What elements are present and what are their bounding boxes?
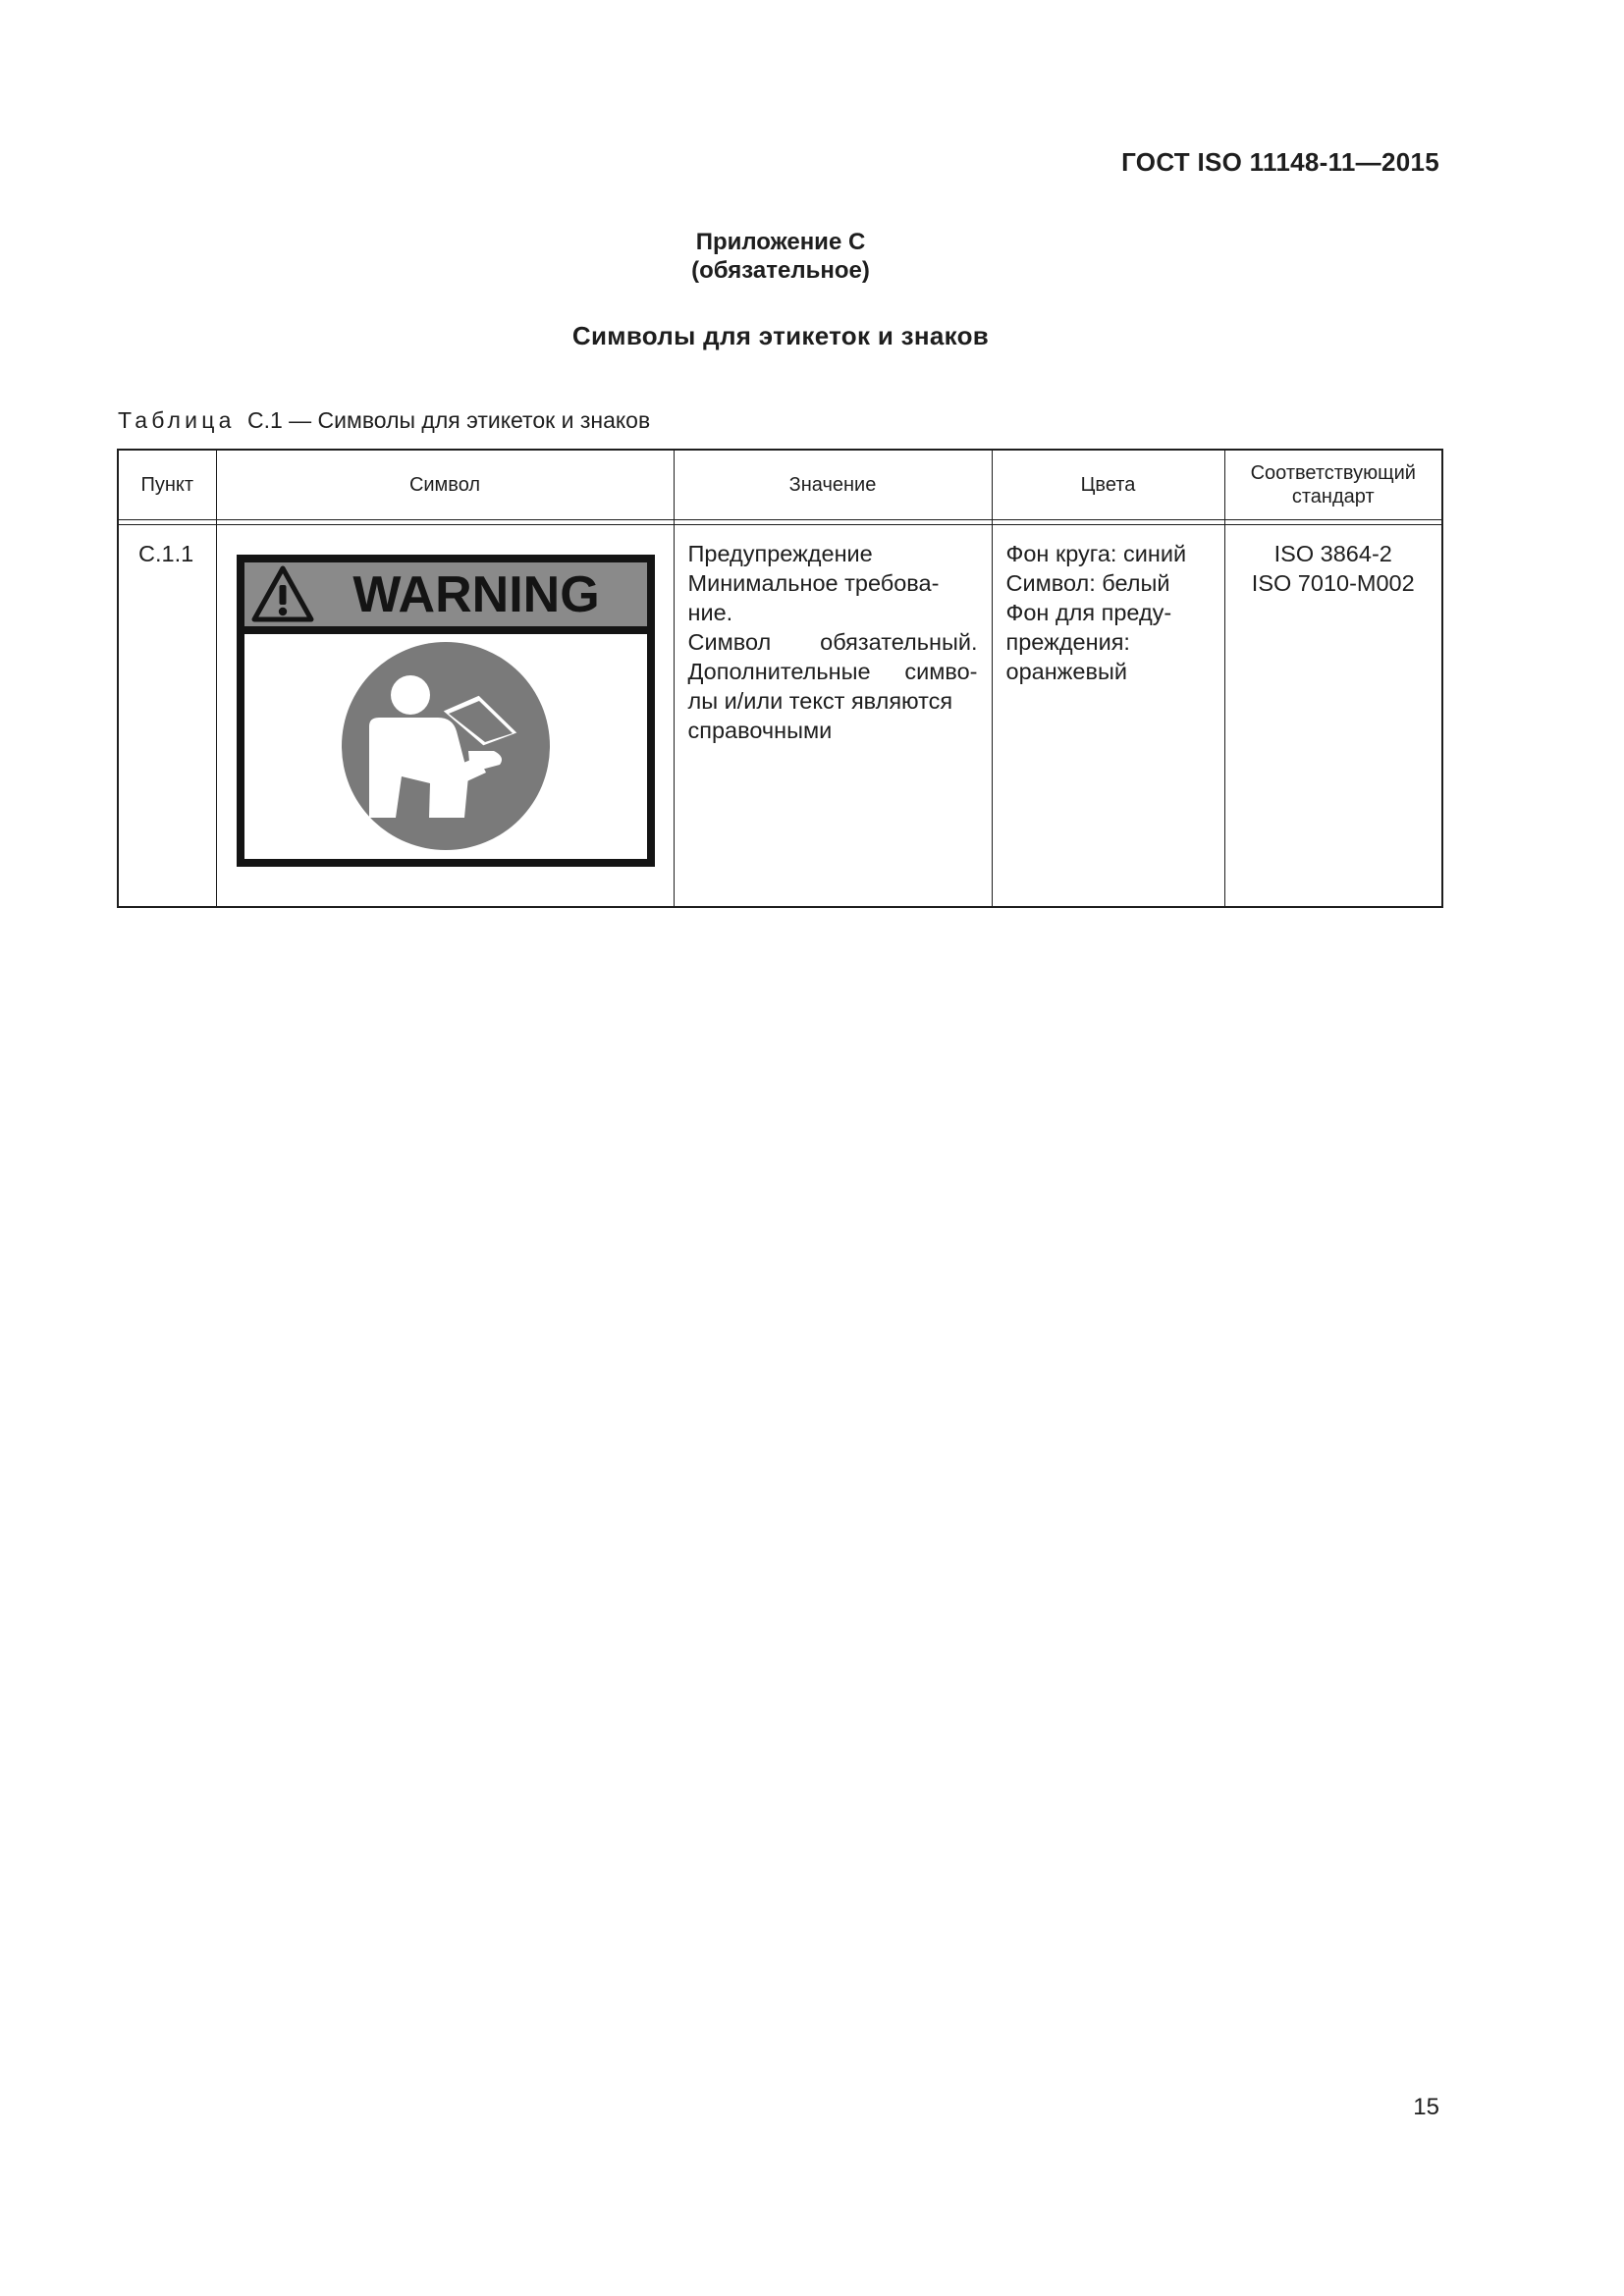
colors-line: Фон круга: синий [1005, 541, 1187, 566]
meaning-line: Символ обязательный. [687, 629, 978, 655]
header-standard-line: стандарт [1291, 486, 1375, 507]
header-standard [1224, 450, 1442, 520]
header-meaning: Значение [674, 450, 992, 520]
standard-line: ISO 7010-M002 [1251, 570, 1415, 596]
annex-title: Приложение С [695, 229, 866, 255]
meaning-line: Дополнительные симво- [687, 659, 978, 684]
cell-symbol [216, 525, 674, 908]
cell-colors [992, 525, 1224, 908]
section-title: Символы для этикеток и знаков [571, 321, 990, 350]
colors-line: оранжевый [1005, 659, 1127, 684]
header-standard-line: Соответствующий [1250, 462, 1416, 484]
cell-meaning [674, 525, 992, 908]
header-symbol: Символ [216, 450, 674, 520]
read-instructions-icon [342, 642, 550, 850]
table-caption-label: Таблица [118, 407, 236, 433]
header-item: Пункт [118, 450, 216, 520]
annex-status: (обязательное) [691, 257, 870, 284]
table-caption [118, 407, 650, 434]
table-header-row [118, 450, 1442, 520]
cell-standard [1224, 525, 1442, 908]
symbols-table [117, 449, 1443, 908]
meaning-line: Минимальное требова- [687, 570, 940, 596]
meaning-line: справочными [687, 718, 833, 743]
meaning-line: лы и/или текст являются [687, 688, 953, 714]
table-caption-text: С.1 — Символы для этикеток и знаков [246, 407, 651, 433]
colors-line: преждения: [1005, 629, 1130, 655]
header-colors: Цвета [992, 450, 1224, 520]
colors-line: Фон для преду- [1005, 600, 1172, 625]
standard-line: ISO 3864-2 [1273, 541, 1392, 566]
table-row [118, 525, 1442, 908]
warning-banner-text: WARNING [352, 566, 600, 623]
warning-sign-graphic [237, 555, 655, 867]
meaning-line: Предупреждение [687, 541, 873, 566]
colors-line: Символ: белый [1005, 570, 1170, 596]
page-number: 15 [1413, 2094, 1439, 2120]
document-code: ГОСТ ISO 11148-11—2015 [1121, 147, 1439, 177]
cell-item: С.1.1 [118, 525, 216, 908]
warning-sign [237, 555, 655, 867]
meaning-line: ние. [687, 600, 733, 625]
